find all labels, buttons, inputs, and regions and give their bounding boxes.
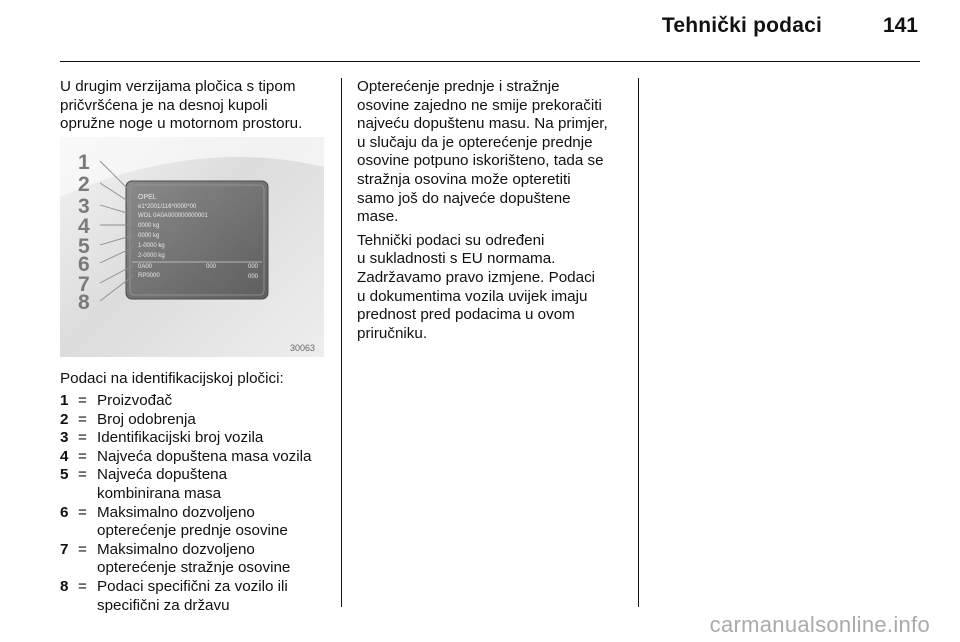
column-1-intro	[60, 78, 332, 134]
legend-number: 6	[60, 503, 69, 521]
legend-text: Najveća dopuštena kombinirana masa	[97, 466, 228, 502]
plate-text: 000	[206, 264, 217, 270]
callout-4: 4	[78, 215, 90, 238]
legend-equals: =	[78, 429, 87, 447]
intro-line: U drugim verzijama pločica s tipom	[60, 78, 296, 95]
column-divider-right	[638, 78, 639, 607]
legend-equals: =	[78, 540, 87, 558]
callout-2: 2	[78, 173, 90, 196]
text-line: u dokumentima vozila uvijek imaju	[357, 287, 588, 305]
plate-text: 0000 kg	[138, 223, 160, 229]
legend-number: 3	[60, 429, 69, 447]
page-number: 141	[882, 14, 918, 37]
legend-number: 7	[60, 540, 69, 558]
legend-item	[60, 429, 335, 448]
identification-plate-figure	[60, 137, 324, 357]
text-line: u sukladnosti s EU normama.	[357, 250, 556, 268]
legend-item	[60, 541, 335, 578]
plate-text: RP0000	[138, 273, 160, 279]
legend-item	[60, 504, 335, 541]
text-line: osovine zajedno ne smije prekoračiti	[357, 96, 602, 114]
text-line: samo još do najveće dopuštene	[357, 189, 571, 207]
list-intro: Podaci na identifikacijskoj pločici:	[60, 370, 284, 387]
text-line: stražnja osovina može opteretiti	[357, 170, 571, 188]
paragraph-axle-load	[357, 78, 629, 227]
plate-text: 0000 kg	[138, 233, 160, 239]
callout-3: 3	[78, 195, 90, 218]
legend-equals: =	[78, 577, 87, 595]
intro-line: pričvršćena je na desnoj kupoli	[60, 96, 268, 114]
legend-equals: =	[78, 447, 87, 465]
callout-5: 5	[78, 235, 90, 258]
plate-text: 1-0000 kg	[138, 243, 165, 249]
legend-equals: =	[78, 466, 87, 484]
legend-item	[60, 392, 335, 411]
figure-code: 30063	[290, 343, 316, 353]
plate-text: OPEL	[138, 194, 157, 201]
page-header-title: Tehnički podaci	[661, 14, 822, 37]
column-divider-left	[341, 78, 342, 607]
text-line: Opterećenje prednje i stražnje	[357, 78, 560, 95]
callout-8: 8	[78, 291, 90, 314]
plate-illustration	[60, 137, 324, 357]
legend-text: Podaci specifični za vozilo ili specifični za državu	[97, 577, 288, 614]
legend-equals: =	[78, 503, 87, 521]
plate-text: 2-0000 kg	[138, 253, 165, 259]
legend-item	[60, 448, 335, 467]
legend-number: 4	[60, 447, 69, 465]
legend-text: Identifikacijski broj vozila	[97, 429, 264, 447]
legend-equals: =	[78, 392, 87, 409]
legend-item	[60, 411, 335, 430]
plate-text: WOL 0A0A000000000001	[138, 213, 208, 219]
callout-7: 7	[78, 273, 90, 296]
text-line: prednost pred podacima u ovom	[357, 306, 575, 324]
plate-text: e1*2001/116*0000*00	[138, 204, 197, 210]
legend-text: Najveća dopuštena masa vozila	[97, 447, 312, 465]
text-line: mase.	[357, 208, 399, 226]
text-line: Zadržavamo pravo izmjene. Podaci	[357, 268, 596, 286]
callout-6: 6	[78, 253, 90, 276]
text-line: najveću dopuštenu masu. Na primjer,	[357, 115, 608, 133]
text-line: Tehnički podaci su određeni	[357, 231, 545, 249]
legend-number: 1	[60, 392, 69, 409]
legend-item	[60, 578, 335, 615]
legend-text: Broj odobrenja	[97, 410, 196, 428]
column-2	[357, 78, 629, 343]
legend-text: Proizvođač	[97, 392, 173, 409]
watermark: carmanualsonline.info	[709, 612, 930, 637]
legend-text: Maksimalno dozvoljeno opterećenje stražnje osovine	[97, 540, 291, 577]
callout-1: 1	[78, 151, 90, 174]
legend-number: 8	[60, 577, 69, 595]
legend-list	[60, 392, 335, 615]
plate-text: 000	[248, 264, 259, 270]
legend-text: Maksimalno dozvoljeno opterećenje prednje osovine	[97, 503, 288, 540]
header-rule	[60, 61, 920, 62]
text-line: priručniku.	[357, 324, 428, 342]
plate-text: 0A00	[138, 264, 153, 270]
paragraph-eu-norms	[357, 232, 629, 344]
intro-line: opružne noge u motornom prostoru.	[60, 115, 303, 133]
legend-number: 5	[60, 466, 69, 484]
legend-number: 2	[60, 410, 69, 428]
legend-item	[60, 466, 335, 503]
text-line: u slučaju da je opterećenje prednje	[357, 133, 593, 151]
plate-text: 000	[248, 274, 259, 280]
text-line: osovine potpuno iskorišteno, tada se	[357, 152, 604, 170]
legend-equals: =	[78, 410, 87, 428]
